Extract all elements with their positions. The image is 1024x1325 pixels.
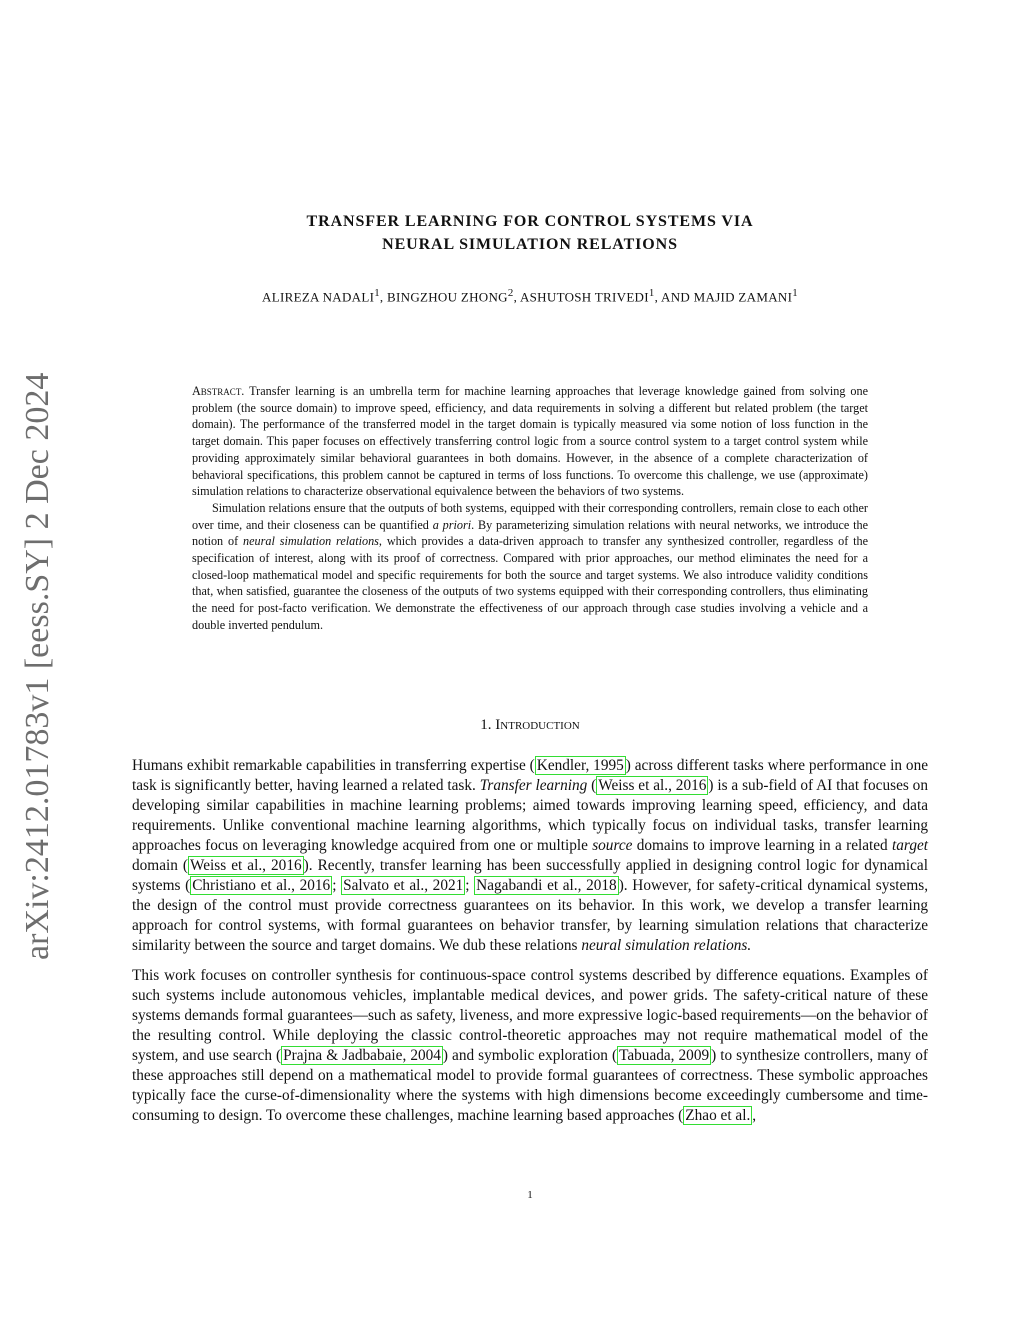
title-line-2: NEURAL SIMULATION RELATIONS xyxy=(382,236,678,253)
citation-link[interactable]: Tabuada, 2009 xyxy=(619,1047,710,1064)
citation-link[interactable]: Weiss et al., 2016 xyxy=(190,857,302,874)
body-text: , xyxy=(752,1107,757,1124)
introduction-body xyxy=(132,756,928,1136)
paper-title xyxy=(150,210,910,256)
intro-paragraph-1: Humans exhibit remarkable capabilities in transferring expertise ( Kendler, 1995 ) across different tasks where performance in one task is significantly better, having learned a related task. Transfer learning ( Weiss et al., 2016 ) is a sub-field of AI that focuses on developing similar capabilities in machine learning problems; aimed towards improving learning speed, efficiency, and data requirements. Unlike conventional machine learning algorithms, which typically focus on individual tasks, transfer learning approaches focus on leveraging knowledge acquired from one or multiple source domains to improve learning in a related target domain ( Weiss et al., 2016 ). Recently, transfer learning has been successfully applied in designing control logic for dynamical systems ( Christiano et al., 2016 ; Salvato et al., 2021 ; Nagabandi et al., 2018 ). However, for safety-critical dynamical systems, the design of the control must provide correctness guarantees on its behavior. In this work, we develop a transfer learning approach for control systems, with formal guarantees on behavior transfer, by learning simulation relations that characterize similarity between the source and target domains. We dub these relations neural simulation relations. xyxy=(132,757,929,954)
section-number: 1. xyxy=(480,717,492,733)
abstract-paragraph-1 xyxy=(192,383,868,500)
body-text: ) is a sub-field of AI that focuses on developing similar capabilities in machine learning problems; aimed towards improving learning speed, efficiency, and data requirements. Unlike conventional machine learning algorithms, which typically focus on individual tasks, transfer learning approaches focus on leveraging knowledge acquired from one or multiple xyxy=(132,777,928,854)
abstract-text: . By parameterizing simulation relations with neural networks, we introduce the notion of xyxy=(192,517,869,549)
author-affiliation: 2 xyxy=(507,287,514,299)
body-text: ( xyxy=(591,777,597,794)
author-name: ALIREZA NADALI xyxy=(262,289,375,305)
body-emphasis: neural simulation relations. xyxy=(581,937,752,954)
intro-paragraph-2 xyxy=(132,966,928,1126)
author-name: BINGZHOU ZHONG xyxy=(387,289,508,305)
abstract-label: Abstract. xyxy=(192,384,245,398)
abstract-emphasis: a priori xyxy=(432,517,472,532)
body-text: ). However, for safety-critical dynamical systems, the design of the control must provide correctness guarantees on its behavior. In this work, we develop a transfer learning approach for control systems, with formal guarantees on behavior transfer, by learning simulation relations that characterize similarity between the source and target domains. We dub these relations xyxy=(132,877,929,954)
author-name: ASHUTOSH TRIVEDI xyxy=(519,289,649,305)
body-text: Humans exhibit remarkable capabilities in transferring expertise ( xyxy=(132,757,535,774)
citation-link[interactable]: Zhao et al. xyxy=(685,1107,751,1124)
arxiv-identifier: arXiv:2412.01783v1 [eess.SY] 2 Dec 2024 xyxy=(19,372,56,960)
abstract-emphasis: neural simulation relations xyxy=(243,534,379,549)
authors-and: AND xyxy=(661,289,691,305)
abstract-text: Simulation relations ensure that the outputs of both systems, equipped with their corresponding controllers, remain close to each other over time, and their closeness can be quantified xyxy=(192,500,868,532)
section-title: Introduction xyxy=(495,717,580,733)
body-emphasis: target xyxy=(892,837,929,854)
citation-link[interactable]: Kendler, 1995 xyxy=(536,757,624,774)
body-text: domain ( xyxy=(132,857,189,874)
body-text: domains to improve learning in a related xyxy=(636,837,888,854)
body-text: ) and symbolic exploration ( xyxy=(442,1047,618,1064)
citation-link[interactable]: Salvato et al., 2021 xyxy=(343,877,464,894)
citation-link[interactable]: Prajna & Jadbabaie, 2004 xyxy=(283,1047,441,1064)
author-list: ALIREZA NADALI$^1$, BINGZHOU ZHONG$^2$, ASHUTOSH TRIVEDI$^1$, AND MAJID ZAMANI$^1$ xyxy=(262,287,798,305)
author-affiliation: 1 xyxy=(648,287,655,299)
citation-link[interactable]: Nagabandi et al., 2018 xyxy=(476,877,617,894)
body-text: ) across different tasks where performance in one task is significantly better, having learned a related task. xyxy=(132,757,929,794)
abstract xyxy=(192,383,868,634)
body-emphasis: Transfer learning xyxy=(479,777,588,794)
section-heading xyxy=(132,717,928,734)
citation-link[interactable]: Christiano et al., 2016 xyxy=(192,877,331,894)
page-number: 1 xyxy=(527,1189,533,1201)
abstract-text: Transfer learning is an umbrella term for machine learning approaches that leverage knowledge gained from solving one problem (the source domain) to improve speed, efficiency, and data requirements in solving a different but related problem (the target domain). The performance of the transferred model in the target domain is typically measured via some notion of loss function in the target domain. This paper focuses on effectively transferring control logic from a source control system to a target control system while providing approximately similar behavioral guarantees in both domains. However, in the absence of a complete characterization of behavioral specifications, this problem cannot be captured in terms of loss functions. To overcome this challenge, we use (approximate) simulation relations to characterize observational equivalence between the behaviors of two systems. xyxy=(192,384,869,499)
body-text: ). Recently, transfer learning has been successfully applied in designing control logic for dynamical systems ( xyxy=(132,857,928,894)
citation-link[interactable]: Weiss et al., 2016 xyxy=(598,777,707,794)
author-name: MAJID ZAMANI xyxy=(693,289,793,305)
abstract-text: , which provides a data-driven approach to transfer any synthesized controller, regardless of the specification of interest, along with its proof of correctness. Compared with prior approaches, our method eliminates the need for a closed-loop mathematical model and specific requirements for both the source and target systems. We also introduce validity conditions that, when satisfied, guarantee the closeness of the outputs of two systems equipped with their corresponding controllers, thus eliminating the need for post-facto verification. We demonstrate the effectiveness of our approach through case studies involving a vehicle and a double inverted pendulum. xyxy=(192,534,868,632)
body-text: This work focuses on controller synthesis for continuous-space control systems described by difference equations. Examples of such systems include autonomous vehicles, implantable medical devices, and power grids. The safety-critical nature of these systems demands formal guarantees—such as safety, liveness, and more expressive logic-based requirements—on the behavior of the resulting control. While deploying the classic control-theoretic approaches may not require mathematical model of the system, and use search ( xyxy=(132,967,928,1064)
body-emphasis: source xyxy=(592,837,633,854)
title-line-1: TRANSFER LEARNING FOR CONTROL SYSTEMS VIA xyxy=(306,213,754,230)
body-text: ) to synthesize controllers, many of these approaches still depend on a mathematical model to provide formal guarantees of correctness. These symbolic approaches typically face the curse-of-dimensionality where the systems with high dimensions become exceedingly cumbersome and time-consuming to design. To overcome these challenges, machine learning based approaches ( xyxy=(132,1047,928,1124)
author-affiliation: 1 xyxy=(792,287,798,299)
abstract-paragraph-2 xyxy=(192,500,868,634)
author-affiliation: 1 xyxy=(374,287,380,299)
